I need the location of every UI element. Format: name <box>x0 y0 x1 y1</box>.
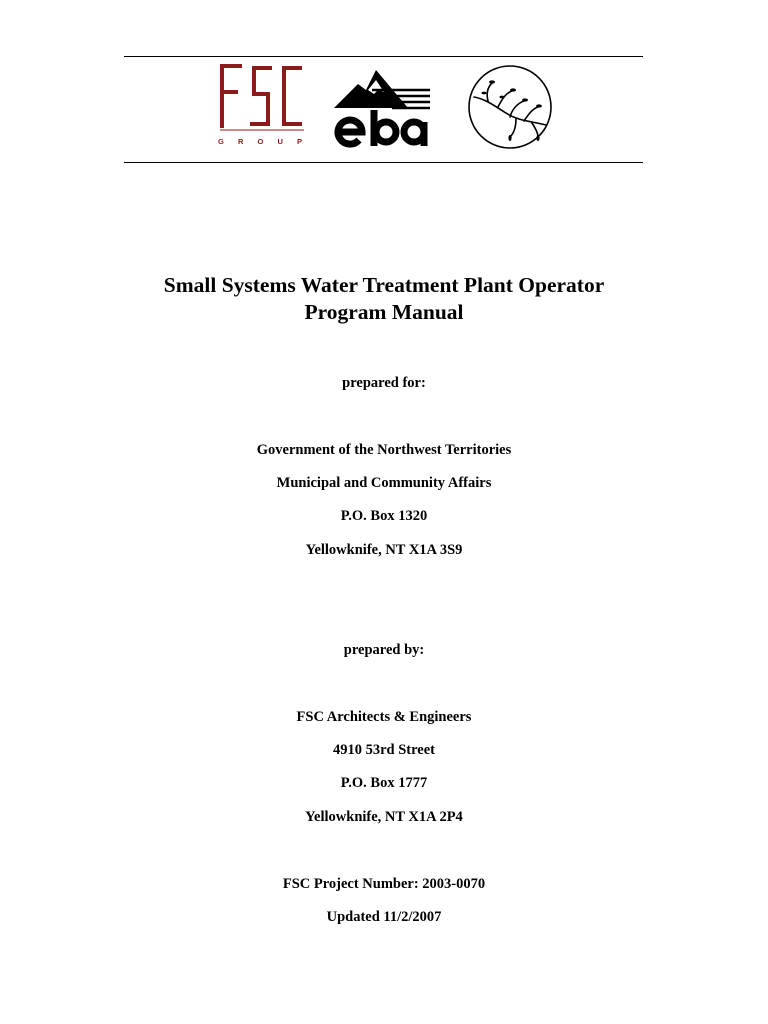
header-bottom-rule <box>124 162 643 163</box>
eba-logo <box>332 68 432 150</box>
prepared-by-line: Yellowknife, NT X1A 2P4 <box>305 809 463 825</box>
prepared-for-line: P.O. Box 1320 <box>340 508 428 524</box>
prepared-by-line: P.O. Box 1777 <box>340 775 428 791</box>
prepared-by-line: FSC Architects & Engineers <box>296 709 472 725</box>
prepared-by-line: 4910 53rd Street <box>332 742 436 758</box>
prepared-for-label: prepared for: <box>342 375 426 391</box>
prepared-by-label: prepared by: <box>343 642 425 658</box>
document-title-line-2: Program Manual <box>304 300 464 324</box>
fsc-group-wordmark: G R O U P <box>218 137 302 146</box>
prepared-for-line: Municipal and Community Affairs <box>276 475 492 491</box>
fsc-group-logo <box>216 62 306 138</box>
updated-date: Updated 11/2/2007 <box>326 909 442 925</box>
prepared-for-line: Government of the Northwest Territories <box>256 442 512 458</box>
project-number: FSC Project Number: 2003-0070 <box>282 876 486 892</box>
prepared-for-line: Yellowknife, NT X1A 3S9 <box>305 542 463 558</box>
document-title-line-1: Small Systems Water Treatment Plant Operator <box>163 273 605 297</box>
branch-circle-logo <box>466 63 554 151</box>
top-rule <box>124 56 643 57</box>
